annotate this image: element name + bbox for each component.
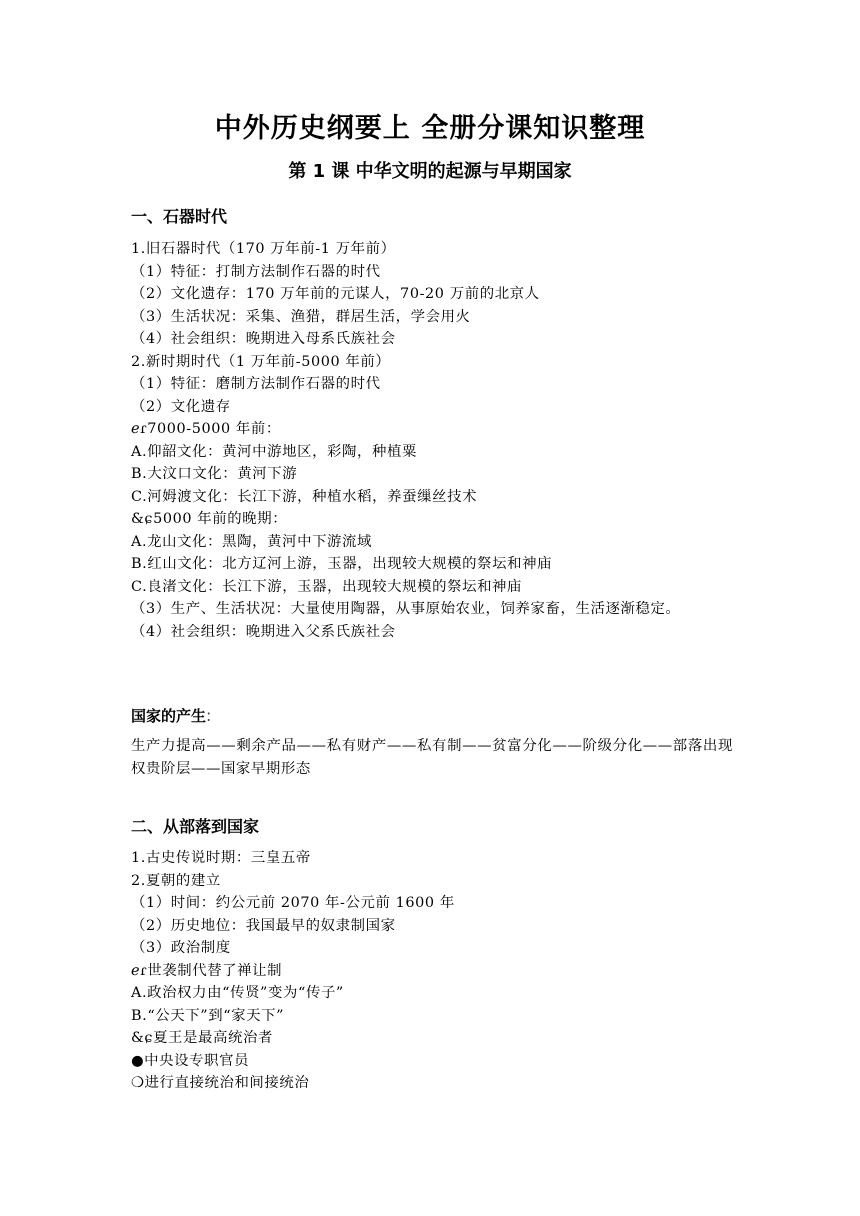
list-item: （2）文化遗存 xyxy=(131,398,231,415)
list-item: （3）政治制度 xyxy=(131,940,231,956)
production-paragraph: （3）生产、生活状况：大量使用陶器，从事原始农业，饲养家畜，生活逐渐稳定。 xyxy=(131,601,681,617)
list-item: C.良渚文化：长江下游，玉器，出现较大规模的祭坛和神庙 xyxy=(131,578,523,595)
list-item: ℯɾ7000-5000 年前： xyxy=(131,421,281,437)
state-origin-colon: : xyxy=(206,706,212,725)
list-item: &ɕ5000 年前的晚期： xyxy=(131,511,288,527)
tribe-to-state-section xyxy=(131,847,731,1095)
list-item: C.河姆渡文化：长江下游，种植水稻，养蚕缫丝技术 xyxy=(131,488,478,505)
section-heading-tribe-to-state: 二、从部落到国家 xyxy=(131,817,260,836)
list-item: 2.新时期时代（1 万年前-5000 年前） xyxy=(131,353,391,370)
list-item: （1）时间：约公元前 2070 年-公元前 1600 年 xyxy=(131,895,455,911)
list-item: &ɕ夏王是最高统治者 xyxy=(131,1030,273,1046)
list-item: ●中央设专职官员 xyxy=(131,1052,250,1069)
page-title: 中外历史纲要上 全册分课知识整理 xyxy=(214,113,646,144)
list-item: A.政治权力由“传贤”变为“传子” xyxy=(131,985,344,1001)
list-item: （2）文化遗存：170 万年前的元谋人，70-20 万前的北京人 xyxy=(131,286,540,302)
list-item: （1）特征：打制方法制作石器的时代 xyxy=(131,263,381,280)
list-item: B.“公天下”到“家天下” xyxy=(131,1007,285,1024)
list-item: 1.古史传说时期：三皇五帝 xyxy=(131,850,311,866)
list-item: （3）生活状况：采集、渔猎，群居生活，学会用火 xyxy=(131,308,471,325)
list-item: ❍进行直接统治和间接统治 xyxy=(131,1075,310,1091)
list-item: ℯɾ世袭制代替了禅让制 xyxy=(131,962,283,979)
list-item: B.红山文化：北方辽河上游，玉器，出现较大规模的祭坛和神庙 xyxy=(131,556,553,572)
state-origin-section xyxy=(131,735,731,780)
list-item: （4）社会组织：晚期进入母系氏族社会 xyxy=(131,331,396,347)
state-origin-label: 国家的产生 xyxy=(131,707,207,725)
list-item: B.大汶口文化：黄河下游 xyxy=(131,466,298,482)
stone-age-section xyxy=(131,238,731,643)
list-item: A.龙山文化：黑陶，黄河中下游流域 xyxy=(131,533,373,550)
section-heading-stone-age: 一、石器时代 xyxy=(131,207,228,226)
list-item: （1）特征：磨制方法制作石器的时代 xyxy=(131,376,381,392)
list-item: 1.旧石器时代（170 万年前-1 万年前） xyxy=(131,241,396,257)
lesson-title: 第 1 课 中华文明的起源与早期国家 xyxy=(288,161,572,182)
list-item: （2）历史地位：我国最早的奴隶制国家 xyxy=(131,917,396,934)
state-origin-chain: 生产力提高——剩余产品——私有财产——私有制——贫富分化——阶级分化——部落出现权贵阶层——国家早期形态 xyxy=(131,738,733,777)
state-origin-heading xyxy=(131,704,211,728)
list-item: 2.夏朝的建立 xyxy=(131,872,221,889)
list-item: A.仰韶文化：黄河中游地区，彩陶，种植粟 xyxy=(131,443,417,460)
list-item: （4）社会组织：晚期进入父系氏族社会 xyxy=(131,623,396,640)
